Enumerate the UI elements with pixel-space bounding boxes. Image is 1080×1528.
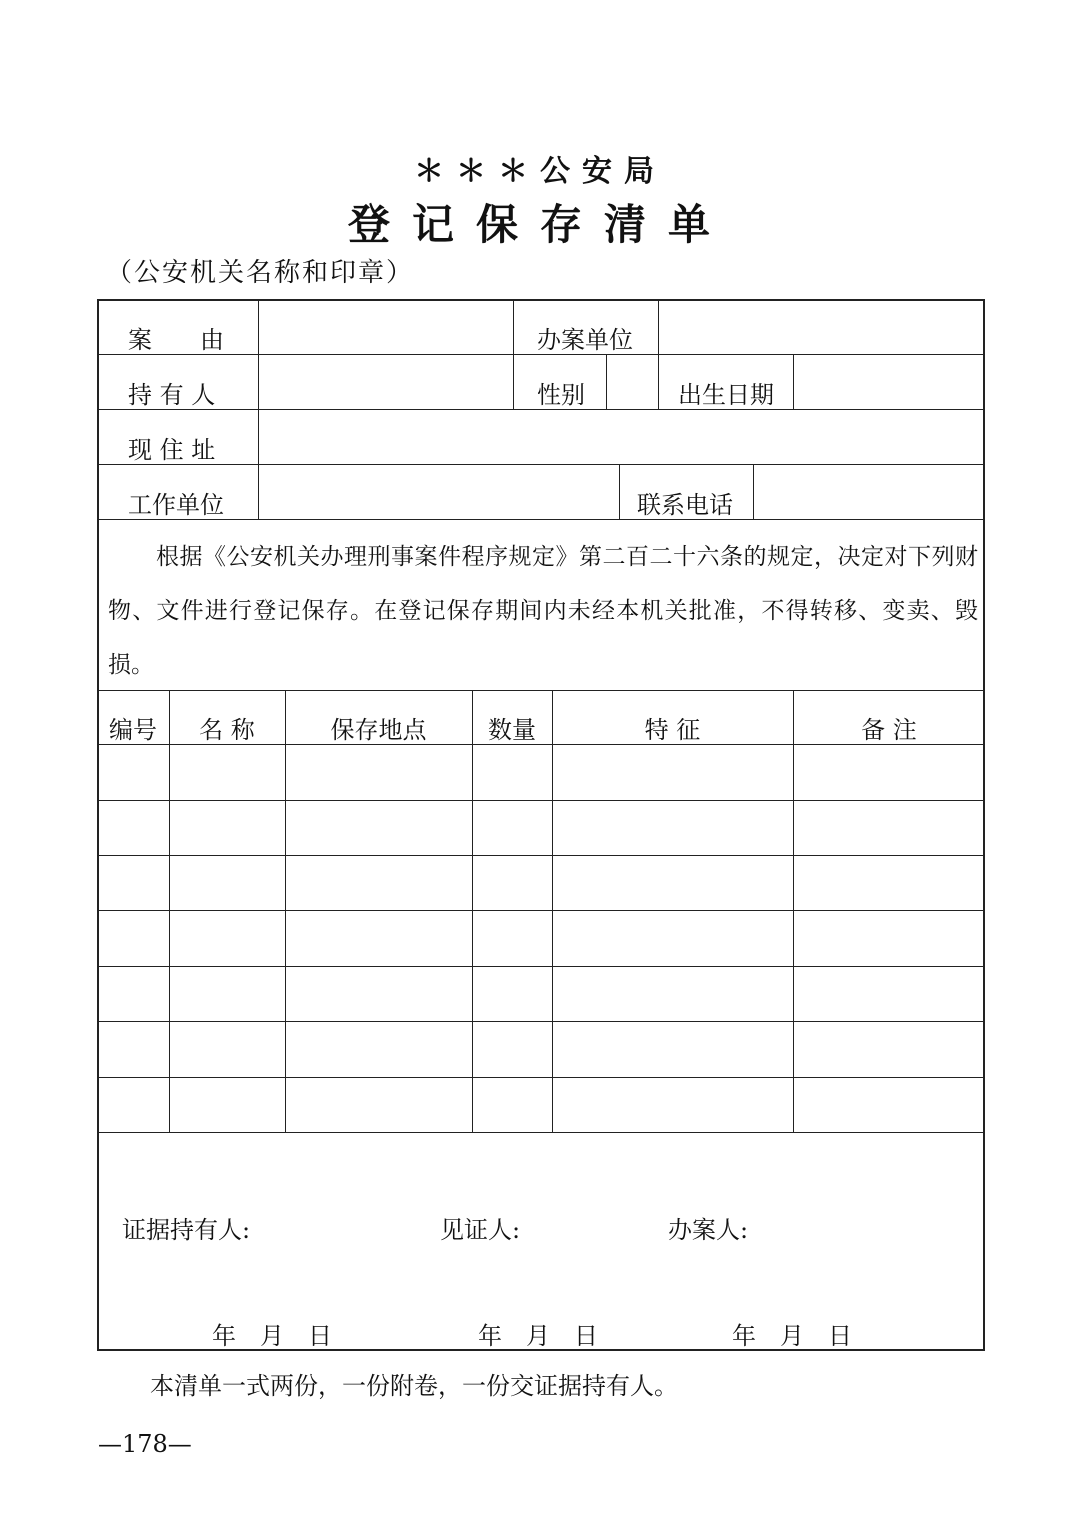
col-divider [285, 690, 286, 1133]
document-title: 登记保存清单 [347, 200, 732, 249]
col-divider [619, 464, 620, 520]
page-number: —178— [98, 1430, 192, 1458]
phone-label: 联系电话 [637, 491, 733, 519]
col-divider [753, 464, 754, 520]
row-divider [97, 464, 985, 465]
col-divider [658, 299, 659, 355]
holder-label: 持 有 人 [128, 381, 216, 409]
row-divider [97, 1132, 985, 1133]
col-divider [658, 354, 659, 410]
case-reason-label: 案 由 [128, 326, 224, 354]
witness-signature-label: 见证人: [440, 1216, 521, 1244]
row-divider [97, 910, 985, 911]
handling-unit-label: 办案单位 [537, 326, 633, 354]
row-divider [97, 966, 985, 967]
copies-note: 本清单一式两份，一份附卷，一份交证据持有人。 [150, 1372, 678, 1400]
col-divider [258, 299, 259, 520]
col-divider [606, 354, 607, 410]
address-label: 现 住 址 [128, 436, 216, 464]
col-divider [552, 690, 553, 1133]
agency-name: ＊＊＊公安局 [414, 154, 666, 189]
gender-label: 性别 [537, 381, 585, 409]
row-divider [97, 1077, 985, 1078]
col-divider [472, 690, 473, 1133]
col-header-name: 名 称 [199, 716, 255, 744]
col-header-remarks: 备 注 [861, 716, 917, 744]
col-header-quantity: 数量 [488, 716, 536, 744]
seal-placeholder: （公安机关名称和印章） [106, 258, 415, 288]
row-divider [97, 800, 985, 801]
col-header-features: 特 征 [644, 716, 701, 744]
legal-statement: 根据《公安机关办理刑事案件程序规定》第二百二十六条的规定，决定对下列财物、文件进行登记保存。在登记保存期间内未经本机关批准，不得转移、变卖、毁损。 [108, 544, 978, 678]
birth-date-label: 出生日期 [678, 381, 774, 409]
col-divider [169, 690, 170, 1133]
col-header-location: 保存地点 [330, 716, 427, 744]
row-divider [97, 519, 985, 520]
date-field-handler: 年 月 日 [732, 1322, 852, 1350]
col-header-number: 编号 [109, 716, 157, 744]
form-frame [97, 299, 985, 1351]
col-divider [793, 354, 794, 410]
row-divider [97, 1021, 985, 1022]
col-divider [793, 690, 794, 1133]
date-field-witness: 年 月 日 [478, 1322, 598, 1350]
date-field-holder: 年 月 日 [212, 1322, 332, 1350]
evidence-holder-signature-label: 证据持有人: [122, 1216, 251, 1244]
col-divider [513, 299, 514, 410]
handler-signature-label: 办案人: [668, 1216, 749, 1244]
row-divider [97, 855, 985, 856]
work-unit-label: 工作单位 [128, 491, 224, 519]
